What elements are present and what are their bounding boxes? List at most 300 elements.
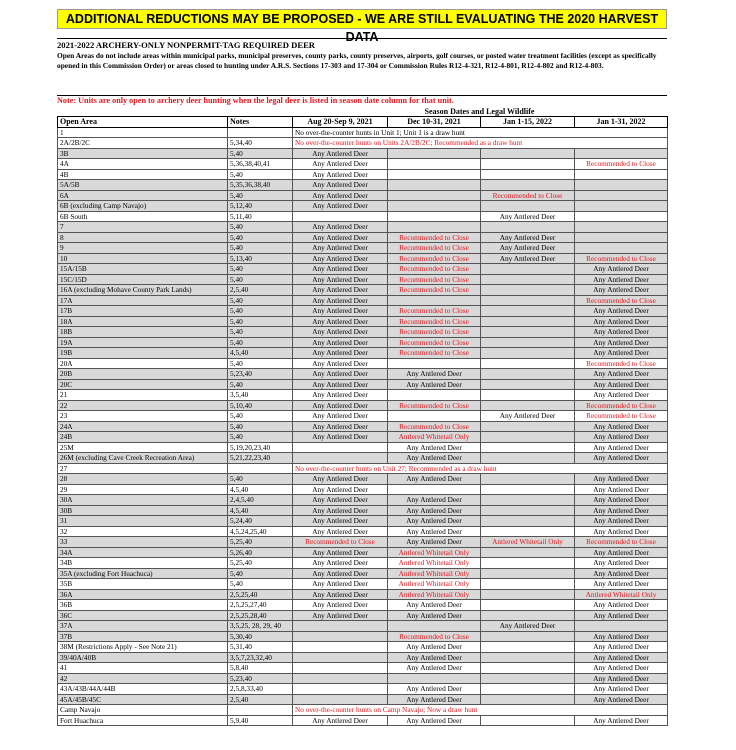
cell-season-dec: Any Antlered Deer [388, 369, 481, 380]
cell-season-jan15: Any Antlered Deer [481, 232, 575, 243]
cell-season-jan15 [481, 474, 575, 485]
cell-season-jan31: Any Antlered Deer [575, 453, 668, 464]
cell-season-jan15 [481, 180, 575, 191]
cell-season-aug: Any Antlered Deer [293, 295, 388, 306]
cell-season-jan31: Any Antlered Deer [575, 526, 668, 537]
cell-season-aug: Any Antlered Deer [293, 484, 388, 495]
header-notes: Notes [228, 117, 293, 128]
table-row [58, 232, 668, 243]
cell-season-aug: Any Antlered Deer [293, 159, 388, 170]
table-row [58, 390, 668, 401]
table-row [58, 369, 668, 380]
cell-season-jan15 [481, 579, 575, 590]
header-season-dec: Dec 10-31, 2021 [388, 117, 481, 128]
table-row [58, 306, 668, 317]
cell-season-aug: Any Antlered Deer [293, 201, 388, 212]
cell-season-aug: Any Antlered Deer [293, 190, 388, 201]
cell-season-dec: Recommended to Close [388, 285, 481, 296]
cell-season-jan15 [481, 148, 575, 159]
cell-season-dec [388, 148, 481, 159]
cell-notes: 3,5,7,23,32,40 [228, 652, 293, 663]
header-season-jan31: Jan 1-31, 2022 [575, 117, 668, 128]
cell-season-jan31 [575, 222, 668, 233]
cell-open-area: 28 [58, 474, 228, 485]
cell-open-area: 29 [58, 484, 228, 495]
cell-season-dec: Any Antlered Deer [388, 610, 481, 621]
cell-season-jan31: Any Antlered Deer [575, 568, 668, 579]
table-row [58, 264, 668, 275]
cell-season-jan31: Any Antlered Deer [575, 442, 668, 453]
cell-span-message: No over-the-counter hunts in Unit 1; Unit 1 is a draw hunt [293, 127, 668, 138]
cell-season-jan31: Any Antlered Deer [575, 684, 668, 695]
cell-season-aug: Any Antlered Deer [293, 411, 388, 422]
season-table [57, 116, 668, 726]
cell-season-jan31: Any Antlered Deer [575, 369, 668, 380]
cell-season-aug: Any Antlered Deer [293, 348, 388, 359]
cell-notes: 4,5,40 [228, 348, 293, 359]
cell-notes: 4,5,24,25,40 [228, 526, 293, 537]
cell-season-dec: Antlered Whitetail Only [388, 558, 481, 569]
cell-season-jan15 [481, 684, 575, 695]
cell-season-jan31: Recommended to Close [575, 358, 668, 369]
cell-season-aug: Any Antlered Deer [293, 547, 388, 558]
table-row [58, 505, 668, 516]
cell-open-area: 19B [58, 348, 228, 359]
table-row [58, 495, 668, 506]
cell-season-jan31 [575, 621, 668, 632]
cell-season-jan31: Any Antlered Deer [575, 337, 668, 348]
cell-open-area: 41 [58, 663, 228, 674]
cell-season-jan15 [481, 222, 575, 233]
cell-season-jan15 [481, 442, 575, 453]
table-row [58, 516, 668, 527]
cell-season-dec: Recommended to Close [388, 631, 481, 642]
cell-notes: 5,40 [228, 306, 293, 317]
table-row [58, 631, 668, 642]
cell-notes: 5,40 [228, 295, 293, 306]
cell-notes: 3,5,40 [228, 390, 293, 401]
table-row [58, 348, 668, 359]
cell-season-jan15 [481, 484, 575, 495]
cell-open-area: 6B (excluding Camp Navajo) [58, 201, 228, 212]
cell-open-area: 32 [58, 526, 228, 537]
table-row [58, 537, 668, 548]
table-row [58, 169, 668, 180]
cell-season-dec: Any Antlered Deer [388, 652, 481, 663]
cell-open-area: 34A [58, 547, 228, 558]
cell-season-jan15 [481, 631, 575, 642]
table-row [58, 621, 668, 632]
cell-open-area: 24A [58, 421, 228, 432]
table-row [58, 180, 668, 191]
cell-open-area: 36B [58, 600, 228, 611]
cell-season-aug: Any Antlered Deer [293, 568, 388, 579]
cell-open-area: 27 [58, 463, 228, 474]
warning-banner: ADDITIONAL REDUCTIONS MAY BE PROPOSED - WE ARE STILL EVALUATING THE 2020 HARVEST DATA [57, 9, 667, 29]
cell-open-area: 6B South [58, 211, 228, 222]
cell-season-aug: Any Antlered Deer [293, 180, 388, 191]
cell-notes: 5,40 [228, 169, 293, 180]
cell-season-dec: Recommended to Close [388, 243, 481, 254]
cell-season-jan31 [575, 232, 668, 243]
cell-season-jan31: Recommended to Close [575, 537, 668, 548]
cell-open-area: 19A [58, 337, 228, 348]
cell-season-jan15: Any Antlered Deer [481, 243, 575, 254]
cell-season-jan15 [481, 306, 575, 317]
cell-season-aug: Any Antlered Deer [293, 390, 388, 401]
cell-season-dec [388, 358, 481, 369]
cell-season-jan15 [481, 453, 575, 464]
cell-season-jan31 [575, 243, 668, 254]
cell-season-jan31: Any Antlered Deer [575, 495, 668, 506]
cell-notes: 2,4,5,40 [228, 495, 293, 506]
cell-notes: 5,21,22,23,40 [228, 453, 293, 464]
cell-season-jan15 [481, 694, 575, 705]
cell-season-jan15 [481, 516, 575, 527]
cell-season-jan15 [481, 610, 575, 621]
cell-open-area: 36C [58, 610, 228, 621]
cell-season-jan15 [481, 316, 575, 327]
cell-notes: 3,5,25, 28, 29, 40 [228, 621, 293, 632]
cell-notes: 5,11,40 [228, 211, 293, 222]
cell-notes: 5,36,38,40,41 [228, 159, 293, 170]
cell-open-area: 1 [58, 127, 228, 138]
cell-open-area: 37B [58, 631, 228, 642]
cell-season-aug: Any Antlered Deer [293, 421, 388, 432]
cell-season-aug [293, 442, 388, 453]
table-row [58, 715, 668, 726]
cell-notes: 5,8,40 [228, 663, 293, 674]
table-row [58, 705, 668, 716]
table-row [58, 432, 668, 443]
cell-season-jan15 [481, 673, 575, 684]
cell-open-area: 20B [58, 369, 228, 380]
cell-notes: 5,40 [228, 243, 293, 254]
cell-season-aug: Recommended to Close [293, 537, 388, 548]
cell-season-jan15 [481, 264, 575, 275]
cell-season-aug: Any Antlered Deer [293, 495, 388, 506]
cell-open-area: 35B [58, 579, 228, 590]
cell-season-aug: Any Antlered Deer [293, 505, 388, 516]
cell-season-jan31 [575, 190, 668, 201]
cell-season-dec: Any Antlered Deer [388, 663, 481, 674]
cell-notes: 5,40 [228, 474, 293, 485]
cell-season-jan31: Any Antlered Deer [575, 421, 668, 432]
cell-open-area: 24B [58, 432, 228, 443]
cell-season-jan15: Antlered Whitetail Only [481, 537, 575, 548]
cell-notes: 5,40 [228, 421, 293, 432]
cell-season-dec: Any Antlered Deer [388, 495, 481, 506]
cell-season-aug: Any Antlered Deer [293, 169, 388, 180]
table-body [58, 127, 668, 726]
table-row [58, 453, 668, 464]
table-row [58, 411, 668, 422]
cell-season-aug: Any Antlered Deer [293, 474, 388, 485]
cell-open-area: 4B [58, 169, 228, 180]
cell-season-aug: Any Antlered Deer [293, 285, 388, 296]
intro-section [57, 38, 667, 72]
table-row [58, 327, 668, 338]
cell-season-jan15 [481, 589, 575, 600]
cell-season-dec: Any Antlered Deer [388, 642, 481, 653]
cell-season-dec: Any Antlered Deer [388, 505, 481, 516]
cell-notes: 2,5,8,33,40 [228, 684, 293, 695]
cell-open-area: 45A/45B/45C [58, 694, 228, 705]
cell-open-area: 4A [58, 159, 228, 170]
cell-season-dec: Any Antlered Deer [388, 474, 481, 485]
cell-season-aug [293, 211, 388, 222]
cell-season-jan31: Any Antlered Deer [575, 600, 668, 611]
cell-open-area: 17B [58, 306, 228, 317]
cell-season-aug: Any Antlered Deer [293, 274, 388, 285]
cell-open-area: 37A [58, 621, 228, 632]
cell-season-dec: Any Antlered Deer [388, 684, 481, 695]
table-row [58, 222, 668, 233]
cell-season-aug: Any Antlered Deer [293, 558, 388, 569]
cell-open-area: 3B [58, 148, 228, 159]
cell-season-jan15: Any Antlered Deer [481, 621, 575, 632]
cell-season-aug: Any Antlered Deer [293, 306, 388, 317]
cell-season-dec: Any Antlered Deer [388, 379, 481, 390]
cell-notes: 2,5,25,27,40 [228, 600, 293, 611]
cell-season-jan31: Any Antlered Deer [575, 306, 668, 317]
table-row [58, 421, 668, 432]
cell-season-jan31: Antlered Whitetail Only [575, 589, 668, 600]
cell-season-dec: Antlered Whitetail Only [388, 547, 481, 558]
cell-season-aug [293, 663, 388, 674]
cell-season-jan15 [481, 348, 575, 359]
cell-open-area: Fort Huachuca [58, 715, 228, 726]
table-row [58, 201, 668, 212]
cell-season-jan31: Any Antlered Deer [575, 316, 668, 327]
cell-notes: 5,40 [228, 264, 293, 275]
cell-notes: 5,12,40 [228, 201, 293, 212]
cell-open-area: 20C [58, 379, 228, 390]
cell-season-jan31 [575, 169, 668, 180]
cell-season-aug [293, 453, 388, 464]
cell-open-area: 10 [58, 253, 228, 264]
cell-season-dec: Recommended to Close [388, 253, 481, 264]
table-row [58, 474, 668, 485]
cell-season-jan15: Any Antlered Deer [481, 253, 575, 264]
cell-open-area: 33 [58, 537, 228, 548]
cell-season-dec [388, 484, 481, 495]
cell-season-aug: Any Antlered Deer [293, 316, 388, 327]
header-season-aug: Aug 20-Sep 9, 2021 [293, 117, 388, 128]
cell-open-area: 30A [58, 495, 228, 506]
table-row [58, 379, 668, 390]
cell-season-jan31: Any Antlered Deer [575, 610, 668, 621]
table-row [58, 358, 668, 369]
cell-season-dec: Any Antlered Deer [388, 715, 481, 726]
cell-season-dec: Any Antlered Deer [388, 600, 481, 611]
cell-season-aug: Any Antlered Deer [293, 358, 388, 369]
cell-span-message: No over-the-counter hunts on Unit 27; Recommended as a draw hunt [293, 463, 668, 474]
table-row [58, 673, 668, 684]
cell-season-dec: Recommended to Close [388, 264, 481, 275]
cell-season-jan31: Any Antlered Deer [575, 652, 668, 663]
cell-notes: 5,26,40 [228, 547, 293, 558]
cell-season-aug [293, 694, 388, 705]
cell-season-jan31: Any Antlered Deer [575, 348, 668, 359]
cell-season-jan31: Any Antlered Deer [575, 484, 668, 495]
cell-notes [228, 463, 293, 474]
cell-open-area: 23 [58, 411, 228, 422]
table-row [58, 337, 668, 348]
cell-season-jan15 [481, 369, 575, 380]
cell-season-jan31: Any Antlered Deer [575, 663, 668, 674]
cell-season-dec [388, 159, 481, 170]
cell-season-jan15 [481, 715, 575, 726]
cell-notes: 5,31,40 [228, 642, 293, 653]
cell-season-aug: Any Antlered Deer [293, 253, 388, 264]
cell-season-jan15: Any Antlered Deer [481, 411, 575, 422]
cell-season-jan15 [481, 663, 575, 674]
cell-season-dec: Antlered Whitetail Only [388, 568, 481, 579]
cell-season-jan31: Any Antlered Deer [575, 516, 668, 527]
cell-season-jan31: Any Antlered Deer [575, 327, 668, 338]
cell-open-area: 21 [58, 390, 228, 401]
table-row [58, 138, 668, 149]
cell-open-area: 18A [58, 316, 228, 327]
table-row [58, 243, 668, 254]
season-table-wrap [57, 116, 667, 726]
cell-season-aug [293, 652, 388, 663]
cell-open-area: 31 [58, 516, 228, 527]
cell-season-jan31 [575, 201, 668, 212]
cell-open-area: 35A (excluding Fort Huachuca) [58, 568, 228, 579]
cell-season-aug [293, 642, 388, 653]
cell-season-jan31: Any Antlered Deer [575, 631, 668, 642]
table-row [58, 600, 668, 611]
cell-notes: 5,13,40 [228, 253, 293, 264]
cell-season-dec: Recommended to Close [388, 327, 481, 338]
table-row [58, 253, 668, 264]
table-row [58, 558, 668, 569]
cell-season-dec: Antlered Whitetail Only [388, 432, 481, 443]
cell-season-dec: Recommended to Close [388, 348, 481, 359]
cell-season-jan31: Any Antlered Deer [575, 432, 668, 443]
cell-season-dec [388, 295, 481, 306]
cell-season-dec: Any Antlered Deer [388, 442, 481, 453]
cell-season-jan15 [481, 274, 575, 285]
cell-season-jan31: Any Antlered Deer [575, 547, 668, 558]
cell-season-jan15 [481, 421, 575, 432]
cell-season-jan15 [481, 201, 575, 212]
cell-season-jan15 [481, 379, 575, 390]
cell-season-jan31: Any Antlered Deer [575, 274, 668, 285]
cell-notes [228, 127, 293, 138]
cell-season-aug [293, 631, 388, 642]
cell-notes: 5,19,20,23,40 [228, 442, 293, 453]
table-row [58, 652, 668, 663]
cell-open-area: 5A/5B [58, 180, 228, 191]
cell-open-area: 18B [58, 327, 228, 338]
cell-season-jan31: Any Antlered Deer [575, 379, 668, 390]
cell-notes: 5,40 [228, 274, 293, 285]
header-season-jan15: Jan 1-15, 2022 [481, 117, 575, 128]
cell-season-jan31: Any Antlered Deer [575, 642, 668, 653]
cell-season-aug: Any Antlered Deer [293, 589, 388, 600]
cell-season-dec: Recommended to Close [388, 306, 481, 317]
cell-season-jan31: Recommended to Close [575, 159, 668, 170]
cell-notes: 5,40 [228, 379, 293, 390]
cell-season-jan15 [481, 642, 575, 653]
cell-season-aug [293, 684, 388, 695]
table-row [58, 400, 668, 411]
season-group-header: Season Dates and Legal Wildlife [424, 107, 535, 116]
table-row [58, 579, 668, 590]
cell-season-dec: Any Antlered Deer [388, 537, 481, 548]
cell-open-area: 9 [58, 243, 228, 254]
cell-notes: 5,23,40 [228, 673, 293, 684]
cell-season-aug: Any Antlered Deer [293, 516, 388, 527]
cell-open-area: 38M (Restrictions Apply - See Note 21) [58, 642, 228, 653]
cell-season-dec: Recommended to Close [388, 316, 481, 327]
cell-open-area: 16A (excluding Mohave County Park Lands) [58, 285, 228, 296]
cell-season-jan15 [481, 390, 575, 401]
cell-season-dec: Recommended to Close [388, 400, 481, 411]
cell-season-jan31: Recommended to Close [575, 253, 668, 264]
cell-notes: 5,9,40 [228, 715, 293, 726]
cell-season-aug: Any Antlered Deer [293, 148, 388, 159]
table-row [58, 568, 668, 579]
cell-season-dec [388, 169, 481, 180]
cell-season-jan31: Recommended to Close [575, 411, 668, 422]
cell-season-aug: Any Antlered Deer [293, 432, 388, 443]
cell-season-aug: Any Antlered Deer [293, 264, 388, 275]
cell-open-area: 39/40A/40B [58, 652, 228, 663]
cell-notes [228, 705, 293, 716]
cell-season-dec [388, 190, 481, 201]
cell-span-message: No over-the-counter hunts on Units 2A/2B/2C; Recommended as a draw hunt [293, 138, 668, 149]
cell-season-aug: Any Antlered Deer [293, 327, 388, 338]
cell-season-aug: Any Antlered Deer [293, 600, 388, 611]
cell-season-jan15 [481, 526, 575, 537]
cell-season-jan31 [575, 148, 668, 159]
table-row [58, 211, 668, 222]
cell-season-aug: Any Antlered Deer [293, 337, 388, 348]
table-row [58, 442, 668, 453]
cell-season-aug: Any Antlered Deer [293, 369, 388, 380]
cell-season-jan31: Any Antlered Deer [575, 579, 668, 590]
cell-open-area: 25M [58, 442, 228, 453]
cell-season-jan31: Any Antlered Deer [575, 390, 668, 401]
cell-open-area: Camp Navajo [58, 705, 228, 716]
cell-notes: 5,35,36,38,40 [228, 180, 293, 191]
cell-season-jan31: Any Antlered Deer [575, 558, 668, 569]
cell-open-area: 7 [58, 222, 228, 233]
cell-open-area: 15A/15B [58, 264, 228, 275]
cell-open-area: 36A [58, 589, 228, 600]
cell-open-area: 22 [58, 400, 228, 411]
cell-season-dec: Antlered Whitetail Only [388, 589, 481, 600]
cell-season-dec [388, 673, 481, 684]
cell-season-dec [388, 211, 481, 222]
cell-season-jan15: Recommended to Close [481, 190, 575, 201]
cell-season-jan15 [481, 495, 575, 506]
cell-open-area: 17A [58, 295, 228, 306]
cell-season-jan15 [481, 327, 575, 338]
cell-open-area: 34B [58, 558, 228, 569]
cell-season-dec: Recommended to Close [388, 421, 481, 432]
table-row [58, 295, 668, 306]
cell-notes: 2,5,40 [228, 694, 293, 705]
cell-season-aug: Any Antlered Deer [293, 610, 388, 621]
cell-open-area: 2A/2B/2C [58, 138, 228, 149]
cell-notes: 5,40 [228, 316, 293, 327]
table-row [58, 463, 668, 474]
